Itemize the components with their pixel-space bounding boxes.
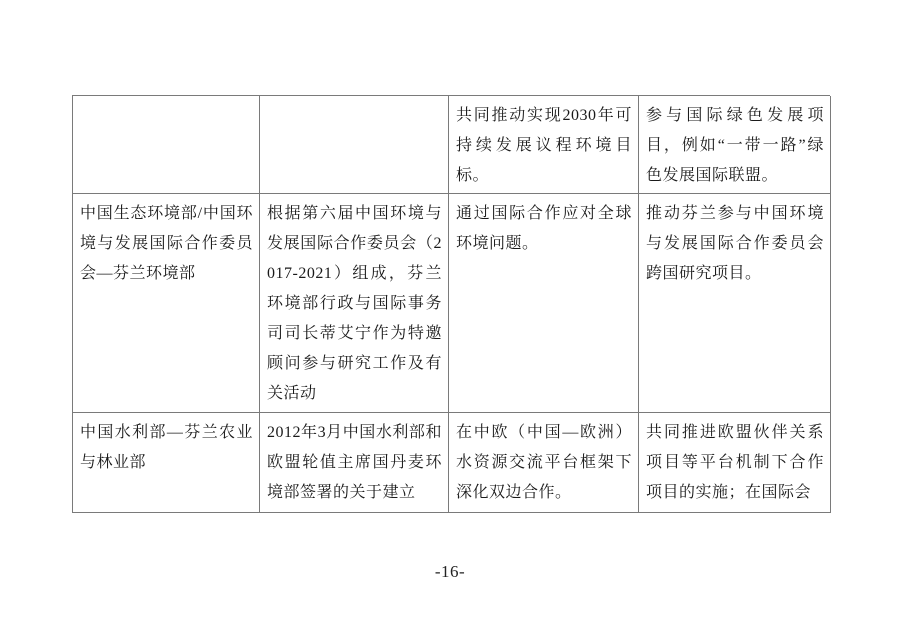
table-cell-r1-goal: 通过国际合作应对全球环境问题。 (449, 194, 639, 413)
table-cell-r2-partner: 中国水利部—芬兰农业与林业部 (73, 413, 260, 513)
page-number: -16- (434, 562, 466, 581)
table-cell-r0-content: 参与国际绿色发展项目，例如“一带一路”绿色发展国际联盟。 (639, 96, 831, 194)
cooperation-table (72, 95, 830, 513)
table-cell-r1-content: 推动芬兰参与中国环境与发展国际合作委员会跨国研究项目。 (639, 194, 831, 413)
table-cell-r2-content: 共同推进欧盟伙伴关系项目等平台机制下合作项目的实施；在国际会 (639, 413, 831, 513)
table-cell-r0-goal: 共同推动实现2030年可持续发展议程环境目标。 (449, 96, 639, 194)
table-cell-r0-partner (73, 96, 260, 194)
table-cell-r2-basis: 2012年3月中国水利部和欧盟轮值主席国丹麦环境部签署的关于建立 (260, 413, 449, 513)
table-cell-r1-partner: 中国生态环境部/中国环境与发展国际合作委员会—芬兰环境部 (73, 194, 260, 413)
table-cell-r2-goal: 在中欧（中国—欧洲）水资源交流平台框架下深化双边合作。 (449, 413, 639, 513)
table-cell-r0-basis (260, 96, 449, 194)
table-cell-r1-basis: 根据第六届中国环境与发展国际合作委员会（2017-2021）组成，芬兰环境部行政与国际事务司司长蒂艾宁作为特邀顾问参与研究工作及有关活动 (260, 194, 449, 413)
